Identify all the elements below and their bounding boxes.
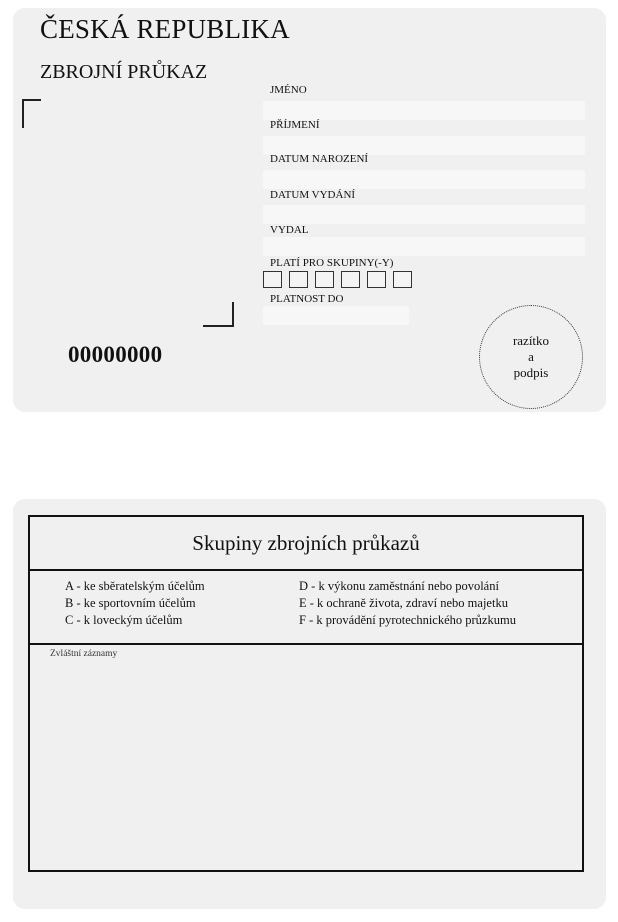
group-entry-a: A - ke sběratelským účelům bbox=[65, 579, 205, 593]
group-checkbox bbox=[289, 271, 308, 288]
photo-area-corner-bottom-right bbox=[203, 302, 234, 327]
group-entry-d: D - k výkonu zaměstnání nebo povolání bbox=[299, 579, 499, 593]
group-entry-f: F - k provádění pyrotechnického průzkumu bbox=[299, 613, 516, 627]
issued-by-label: VYDAL bbox=[270, 224, 309, 236]
groups-legend-left-column bbox=[65, 578, 205, 629]
issue-date-field bbox=[263, 205, 585, 224]
group-checkbox bbox=[341, 271, 360, 288]
serial-number: 00000000 bbox=[68, 342, 163, 367]
group-entry-b: B - ke sportovním účelům bbox=[65, 596, 196, 610]
group-checkbox bbox=[263, 271, 282, 288]
back-frame bbox=[28, 515, 584, 872]
country-title: ČESKÁ REPUBLIKA bbox=[40, 14, 290, 44]
id-card-front bbox=[13, 8, 606, 412]
group-checkbox bbox=[367, 271, 386, 288]
valid-until-field bbox=[263, 306, 409, 325]
groups-legend-right-column bbox=[299, 578, 516, 629]
document-type-title: ZBROJNÍ PRŮKAZ bbox=[40, 61, 208, 83]
birth-date-label: DATUM NAROZENÍ bbox=[270, 153, 369, 165]
stamp-text-line: podpis bbox=[513, 365, 549, 380]
issue-date-label: DATUM VYDÁNÍ bbox=[270, 189, 356, 201]
birth-date-field bbox=[263, 170, 585, 189]
issued-by-field bbox=[263, 237, 585, 256]
group-checkbox bbox=[315, 271, 334, 288]
group-entry-e: E - k ochraně života, zdraví nebo majetku bbox=[299, 596, 508, 610]
stamp-text-line: razítko bbox=[512, 333, 550, 348]
valid-until-label: PLATNOST DO bbox=[270, 293, 344, 305]
groups-title: Skupiny zbrojních průkazů bbox=[30, 517, 582, 571]
group-checkbox-row bbox=[263, 271, 419, 288]
group-checkbox bbox=[393, 271, 412, 288]
name-label: JMÉNO bbox=[270, 84, 307, 96]
name-field bbox=[263, 101, 585, 120]
surname-label: PŘÍJMENÍ bbox=[270, 119, 320, 131]
group-entry-c: C - k loveckým účelům bbox=[65, 613, 183, 627]
photo-area-corner-top-left bbox=[22, 99, 41, 128]
groups-legend bbox=[30, 571, 582, 645]
stamp-text-line: a bbox=[528, 349, 534, 364]
id-card-back bbox=[13, 499, 606, 909]
valid-groups-label: PLATÍ PRO SKUPINY(-Y) bbox=[270, 257, 394, 269]
stamp-and-signature-circle bbox=[479, 305, 583, 409]
special-notes-label: Zvláštní záznamy bbox=[50, 649, 118, 659]
